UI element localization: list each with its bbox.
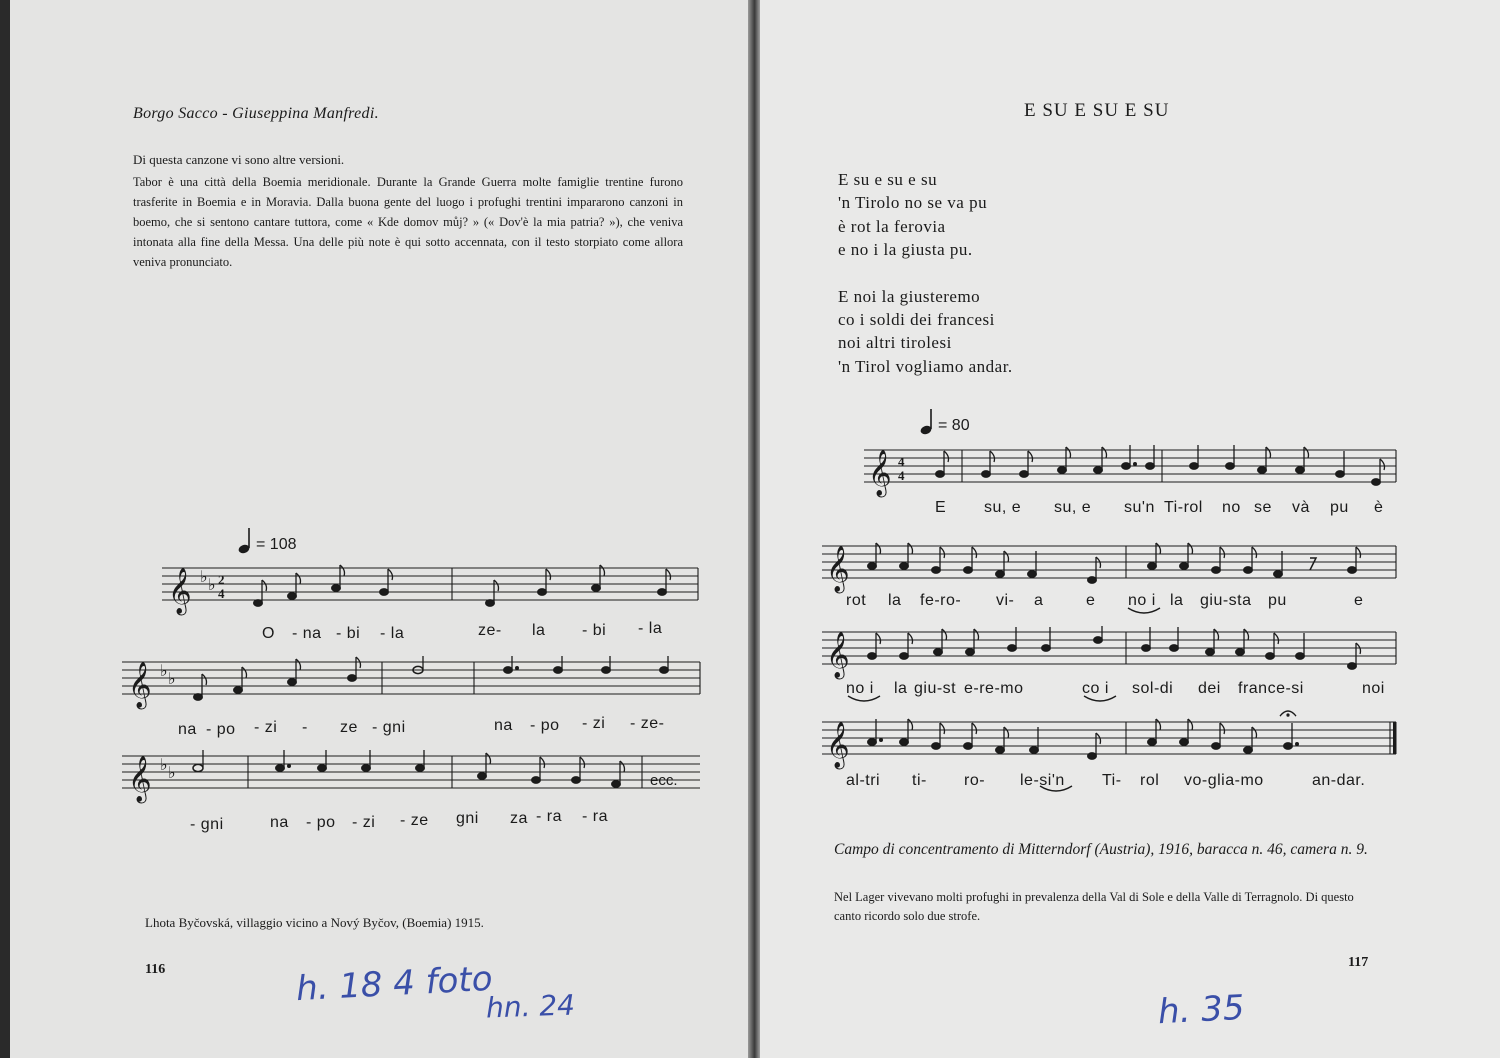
staff1-syllable: - la [638, 620, 663, 637]
left-header: Borgo Sacco - Giuseppina Manfredi. [133, 105, 379, 122]
music-staff-3 [122, 750, 702, 812]
handwritten-note: h. 18 4 foto [295, 958, 494, 1010]
music-staff-4 [822, 716, 1398, 774]
staff2-syllable: la [1170, 592, 1184, 609]
lyric-line: 'n Tirolo no se va pu [838, 193, 988, 213]
left-page-number: 116 [145, 962, 166, 977]
staff3-syllable: la [894, 680, 908, 697]
staff1-syllable: su, e [984, 499, 1022, 516]
staff3-syllable: co i [1082, 680, 1109, 697]
lyric-line: co i soldi dei francesi [838, 310, 995, 330]
staff1-syllable: su'n [1124, 499, 1155, 516]
svg-text:𝄞: 𝄞 [826, 546, 850, 592]
ecc-marking: ecc. [650, 772, 678, 789]
staff2-syllable: na [178, 721, 197, 738]
staff2-syllable: la [888, 592, 902, 609]
staff2-syllable: - po [530, 717, 560, 734]
music-staff-2 [822, 540, 1398, 596]
svg-text:♭: ♭ [208, 575, 216, 594]
tempo-note-icon [920, 408, 934, 436]
right-caption-text: Nel Lager vivevano molti profughi in prevalenza della Val di Sole e della Valle di Terragnolo. Di questo canto ricordo solo due strofe. [834, 890, 1354, 923]
tempo-marking: = 108 [256, 536, 297, 553]
staff3-syllable: sol-di [1132, 680, 1174, 697]
svg-text:♭: ♭ [160, 755, 168, 774]
svg-text:𝄞: 𝄞 [868, 450, 892, 496]
lyric-line: è rot la ferovia [838, 216, 946, 236]
staff1-syllable: ze- [478, 622, 502, 639]
svg-text:2: 2 [218, 572, 225, 587]
staff2-syllable: a [1034, 592, 1044, 609]
staff3-syllable: noi [1362, 680, 1385, 697]
staff3-syllable: - gni [190, 816, 224, 833]
lyric-line: e no i la giusta pu. [838, 240, 973, 260]
staff4-syllable: rol [1140, 772, 1160, 789]
lyric-line: 'n Tirol vogliamo andar. [838, 356, 1013, 376]
staff3-syllable: dei [1198, 680, 1221, 697]
staff2-syllable: ze [340, 719, 358, 736]
svg-text:♭: ♭ [168, 669, 176, 688]
staff4-syllable: al-tri [846, 772, 881, 789]
staff1-syllable: - bi [582, 622, 607, 639]
lyric-line [838, 262, 1013, 285]
handwritten-note: h. 35 [1157, 987, 1246, 1033]
staff2-syllable: e [1086, 592, 1096, 609]
svg-text:♭: ♭ [200, 567, 208, 586]
staff2-syllable: na [494, 717, 513, 734]
staff3-syllable: giu-st [914, 680, 957, 697]
staff4-syllable: ro- [964, 772, 986, 789]
staff3-syllable: - ze [400, 812, 429, 829]
staff4-syllable: le-si'n [1020, 772, 1065, 789]
svg-text:𝄞: 𝄞 [128, 662, 152, 708]
lyric-line: E noi la giusteremo [838, 286, 981, 306]
right-page-number: 117 [1348, 955, 1369, 970]
right-caption-italic: Campo di concentramento di Mitterndorf (Austria), 1916, baracca n. 46, camera n. 9. [834, 841, 1368, 858]
staff2-syllable: pu [1268, 592, 1287, 609]
staff1-syllable: su, e [1054, 499, 1092, 516]
left-page [10, 0, 748, 1058]
svg-text:𝄞: 𝄞 [128, 756, 152, 802]
staff1-syllable: la [532, 622, 546, 639]
tempo-marking: = 80 [938, 417, 970, 434]
right-page [760, 0, 1500, 1058]
staff3-syllable: e-re-mo [964, 680, 1024, 697]
handwritten-note: hn. 24 [485, 988, 576, 1025]
svg-text:4: 4 [898, 468, 905, 483]
staff3-syllable: na [270, 814, 289, 831]
svg-text:𝄞: 𝄞 [826, 722, 850, 768]
staff1-syllable: và [1292, 499, 1310, 516]
left-caption: Lhota Byčovská, villaggio vicino a Nový Byčov, (Boemia) 1915. [145, 915, 484, 930]
staff2-syllable: e [1354, 592, 1364, 609]
staff3-syllable: - zi [352, 814, 376, 831]
lyric-line: E su e su e su [838, 170, 938, 189]
staff1-syllable: E [935, 499, 947, 516]
staff3-syllable: - ra [536, 808, 562, 825]
svg-text:4: 4 [898, 454, 905, 469]
fermata-icon [1278, 706, 1298, 718]
staff3-syllable: france-si [1238, 680, 1304, 697]
svg-text:♭: ♭ [160, 661, 168, 680]
staff2-syllable: - gni [372, 719, 406, 736]
staff2-syllable: - zi [582, 715, 606, 732]
staff4-syllable: Ti- [1102, 772, 1122, 789]
staff1-syllable: O [262, 625, 275, 642]
svg-text:♭: ♭ [168, 763, 176, 782]
staff1-syllable: Ti-rol [1164, 499, 1203, 516]
staff3-syllable: - po [306, 814, 336, 831]
intro-paragraph: Tabor è una città della Boemia meridionale. Durante la Grande Guerra molte famiglie trentine furono trasferite in Boemia e in Moravia. Dalla buona gente del luogo i profughi trentini impararono canzoni in boemo, che si sentono cantare tuttora, come « Kde domov můj? » (« Dov'è la mia patria? »), che veniva intonata alla fine della Messa. Una delle più note è qui sotto accennata, con il testo storpiato come allora veniva pronunciato. [133, 175, 683, 269]
staff2-syllable: - zi [254, 719, 278, 736]
staff1-syllable: - la [380, 625, 405, 642]
song-lyrics [838, 168, 1013, 378]
staff3-syllable: gni [456, 810, 479, 827]
staff2-syllable: vi- [996, 592, 1015, 609]
staff4-syllable: an-dar. [1312, 772, 1366, 789]
music-staff-2 [122, 656, 702, 718]
tempo-note-icon [238, 527, 252, 555]
song-title: E SU E SU E SU [1024, 100, 1170, 121]
music-staff-1 [864, 444, 1398, 504]
staff1-syllable: pu [1330, 499, 1349, 516]
staff2-syllable: - ze- [630, 715, 665, 732]
staff1-syllable: è [1374, 499, 1384, 516]
staff2-syllable: rot [846, 592, 867, 609]
book-gutter [748, 0, 760, 1058]
staff1-syllable: se [1254, 499, 1272, 516]
staff2-syllable: - [302, 719, 308, 736]
staff1-syllable: - na [292, 625, 322, 642]
staff2-syllable: no i [1128, 592, 1156, 609]
staff3-syllable: no i [846, 680, 874, 697]
svg-text:𝄞: 𝄞 [826, 632, 850, 678]
staff2-syllable: - po [206, 721, 236, 738]
staff1-syllable: no [1222, 499, 1241, 516]
svg-text:𝄞: 𝄞 [168, 568, 192, 614]
staff1-syllable: - bi [336, 625, 361, 642]
intro-line: Di questa canzone vi sono altre versioni. [133, 152, 345, 167]
staff4-syllable: ti- [912, 772, 927, 789]
svg-text:4: 4 [218, 586, 225, 601]
music-staff-1 [162, 562, 700, 632]
staff2-syllable: fe-ro- [920, 592, 962, 609]
staff3-syllable: - ra [582, 808, 608, 825]
staff4-syllable: vo-glia-mo [1184, 772, 1264, 789]
staff2-syllable: giu-sta [1200, 592, 1252, 609]
staff3-syllable: za [510, 810, 528, 827]
music-staff-3 [822, 626, 1398, 684]
lyric-line: noi altri tirolesi [838, 333, 952, 353]
